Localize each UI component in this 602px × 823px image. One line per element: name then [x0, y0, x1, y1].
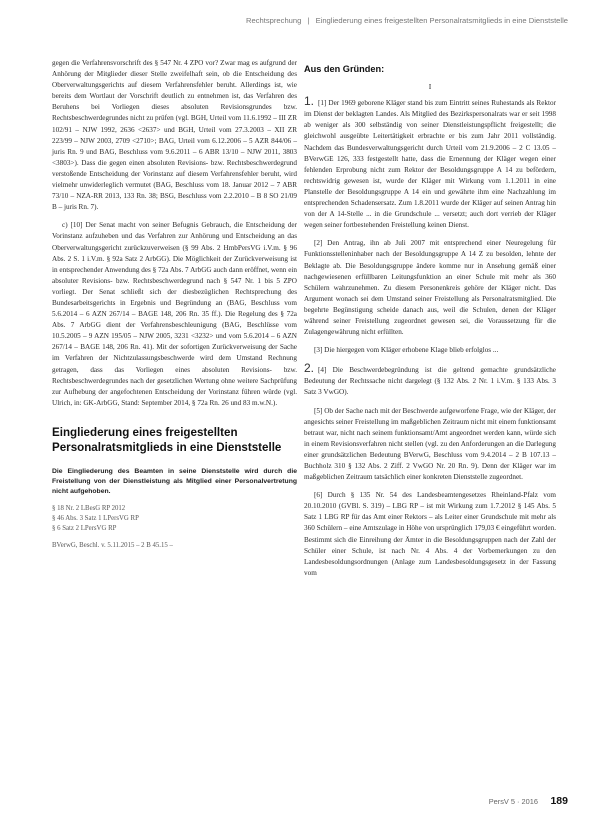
running-head-section: Rechtsprechung: [246, 16, 302, 25]
page-number: 189: [550, 795, 568, 807]
legal-references: [52, 504, 297, 534]
running-head-separator: |: [307, 16, 310, 25]
journal-issue: PersV 5 · 2016: [488, 797, 539, 806]
right-column: [304, 58, 556, 586]
roman-numeral: I: [428, 82, 432, 92]
right-paragraph-2: [2] Den Antrag, ihn ab Juli 2007 mit entsprechend einer Neuregelung für Funktionsstelleninhaber nach der Besoldungsgruppe A 14 Z zu besolden, lehnte der Beklagte ab. Die Besoldungsgruppe ändere komme nur in Ansehung gemäß einer nachgewiesenen erfüllbaren Leitungsfunktion an einer Schule mit mehr als 360 Schülern wahrzunehmen. Zu diesem Personenkreis gehöre der Kläger nicht. Das Argument wonach sei dem Umstand seiner Freistellung als Personalratsmitglied. Die begehrte Begünstigung scheide danach aus, weil die Schulen, denen der Kläger während seiner Freistellung zugeordnet gewesen sei, die Voraussetzung für die Zulagengewährung nicht erfüllten.: [304, 239, 556, 337]
running-head-title: Eingliederung eines freigestellten Personalratsmitglieds in eine Dienststelle: [315, 16, 568, 25]
right-paragraph-6: [6] Durch § 135 Nr. 54 des Landesbeamtengesetzes Rheinland-Pfalz vom 20.10.2010 (GVBl. S. 319) – LBG RP – ist mit Wirkung zum 1.7.2012 § 145 Abs. 5 Satz 1 LBG RP für das Amt einer Rektors – als Leiter einer Grundschule mit mehr als 360 Schülern – eine Amtszulage in Höhe von ursprünglich 179,03 € eingeführt worden. Bestimmt sich die Einreihung der Ämter in die Besoldungsgruppen nach der Zahl der Schüler einer Schule, ist nach Nr. 4 Abs. 4 der Vorbemerkungen zu den Landesbesoldungsordnungen (Anlage zum Landesbesoldungsgesetz in der Fassung vom: [304, 491, 556, 577]
left-column: [52, 58, 297, 551]
right-paragraph-1-text: [1] Der 1969 geborene Kläger stand bis zum Eintritt seines Ruhestands als Rektor im Dienst der beklagten Landes. Als Mitglied des Bezirkspersonalrats war er seit 1998 ab weniger als 300 selbständig von seiner Dienstleistungspflicht freigestellt; die gleichwohl ausgeübte Leitertätigkeit erbrachte er bis zum Jahr 2011 vollständig. Nachdem das Bundesverwaltungsgericht durch Urteil vom 21.9.2006 – 2 C 13.05 – BVerwGE 126, 333 festgestellt hatte, dass die Ernennung der Kläger wegen einer fehlenden Erprobung nicht zum Rektor der Besoldungsgruppe A 14 zu befördern, rechtswidrig gewesen ist, wurde der Kläger mit Wirkung vom 1.1.2011 in eine Planstelle der Besoldungsgruppe A 14 ein und gewährte ihm eine Nachzahlung im entsprechenden Schadensersatz. Zum 1.8.2011 wurde der Kläger auf seinen Antrag hin von der A 14-Stelle ... in die Grundschule ... versetzt; auch dort verrieb der Kläger wegen seiner fortbestehenden Freistellung keinen Dienst.: [304, 99, 556, 230]
legal-reference: § 6 Satz 2 LPersVG RP: [52, 524, 117, 532]
legal-reference: § 46 Abs. 3 Satz 1 LPersVG RP: [52, 514, 139, 522]
paragraph-number: 2.: [304, 361, 315, 376]
section-title: Aus den Gründen:: [304, 64, 385, 74]
page-footer: [489, 791, 568, 809]
legal-reference: § 18 Nr. 2 LBesG RP 2012: [52, 504, 126, 512]
article-title: Eingliederung eines freigestellten Personalratsmitglieds in eine Dienststelle: [52, 425, 282, 454]
paragraph-number: 1.: [304, 94, 315, 109]
article-summary: Die Eingliederung des Beamten in seine Dienststelle wird durch die Freistellung von der Dienstleistung als Mitglied einer Personalvertretung nicht aufgehoben.: [52, 467, 297, 495]
right-paragraph-4: [304, 363, 556, 398]
right-paragraph-4-text: [4] Die Beschwerdebegründung ist die geltend gemachte grundsätzliche Bedeutung der Rechtssache nicht dargelegt (§ 132 Abs. 2 Nr. 1 i.V.m. § 133 Abs. 3 Satz 3 VwGO).: [304, 366, 556, 397]
right-paragraph-3: [3] Die hiergegen vom Kläger erhobene Klage blieb erfolglos ...: [314, 346, 499, 355]
running-head: [0, 12, 602, 30]
left-paragraph-1: gegen die Verfahrensvorschrift des § 547 Nr. 4 ZPO vor? Zwar mag es aufgrund der Anhörung der Mitglieder dieser Stelle zweifelhaft sein, ob die Entscheidung des Oberverwaltungsgerichts auf diesem Verfahrensfehler beruht. Allerdings ist, wie bereits dem Wortlaut der Vorschrift deutlich zu entnehmen ist, das Verfahren des Beruhens bei Vorliegen dieses absoluten Revisionsgrundes bzw. Rechtsbeschwerdegrundes nicht zu prüfen (vgl. BGH, Urteil vom 11.6.1992 – III ZR 102/91 – NJW 1992, 2636 <2637> und BGH, Urteil vom 27.3.2003 – XII ZR 223/99 – NJW 2003, 2709 <2710>; BAG, Urteil vom 6.12.2006 – 5 AZR 844/06 – juris Rn. 9 und BAG, Beschluss vom 9.6.2011 – 6 ABR 13/10 – NJW 2011, 3803 <3803>). Dass die gegen einen absoluten Revisions- bzw. Rechtsbeschwerdegrund verstoßende Entscheidung der Vorinstanz auf diesem Verfahrensfehler beruht, wird vielmehr unwiderleglich vermutet (BAG, Beschluss vom 18. Januar 2012 – 7 ABR 73/10 – NZA-RR 2013, 133 Rn. 38; BSG, Beschluss vom 2.2.2010 – B 8 SO 21/09 B – juris Rn. 7).: [52, 59, 297, 212]
court-reference: BVerwG, Beschl. v. 5.11.2015 – 2 B 45.15 –: [52, 541, 173, 549]
left-paragraph-2: c) [10] Der Senat macht von seiner Befugnis Gebrauch, die Entscheidung der Vorinstanz aufzuheben und das Verfahren zur Anhörung und Entscheidung an das Oberverwaltungsgericht zurückzuverweisen (§ 99 Abs. 2 HmbPersVG i.V.m. § 96 Abs. 2 S. 1 i.V.m. § 92a Satz 2 ArbGG). Die Möglichkeit der Zurückverweisung ist in entsprechender Anwendung des § 72a Abs. 7 ArbGG auch dann eröffnet, wenn ein absoluter Revisions- bzw. Rechtsbeschwerdegrund nach § 547 Nr. 1 bis 5 ZPO vorliegt. Der Senat schließt sich der diesbezüglichen Rechtsprechung des Bundesarbeitsgerichts in Ergebnis und Begründung an (BAG, Beschluss vom 5.6.2014 – 6 AZN 267/14 – BAGE 148, 206 Rn. 35 ff.). Die Regelung des § 72a Abs. 7 ArbGG dient der Verfahrensbeschleunigung (BAG, Beschlüsse vom 10.5.2005 – 9 AZN 195/05 – NJW 2005, 3231 <3232> und vom 5.6.2014 – 6 AZN 267/14 – BAGE 148, 206 Rn. 41). Mit der sofortigen Zurückverweisung der Sache im Verfahren der Nichtzulassungsbeschwerde wird dem Umstand Rechnung getragen, dass das Vorliegen eines absoluten Revisions- bzw. Rechtsbeschwerdegrundes nach der gesetzlichen Wertung ohne weitere Sachprüfung zur Aufhebung der angefochtenen Entscheidung der Vorinstanz führen würde (vgl. Ulrich, in: GK-ArbGG, Stand: September 2014, § 72a Rn. 26 und 83 m.w.N.).: [52, 221, 297, 407]
running-head-text: [246, 16, 568, 25]
right-paragraph-1: [304, 96, 556, 231]
right-paragraph-5: [5] Ob der Sache nach mit der Beschwerde aufgeworfene Frage, wie der Kläger, der angesichts seiner Freistellung im maßgeblichen Zeitraum nicht mit einem funktionsamt betraut war, nicht nach seinem funktionsamt/Amt angeordnet werden kann, würde sich in einem Revisionsverfahren nicht stellen (vgl. zu den Anforderungen an die Darlegung einer grundsätzlichen Bedeutung BVerwG, Beschluss vom 9.4.2014 – 2 B 107.13 – Buchholz 310 § 132 Abs. 2 Ziff. 2 VwGO Nr. 20 Rn. 9). Denn der Kläger war im maßgeblichen Zeitraum tatsächlich einer konkreten Dienststelle zugeordnet.: [304, 406, 556, 482]
